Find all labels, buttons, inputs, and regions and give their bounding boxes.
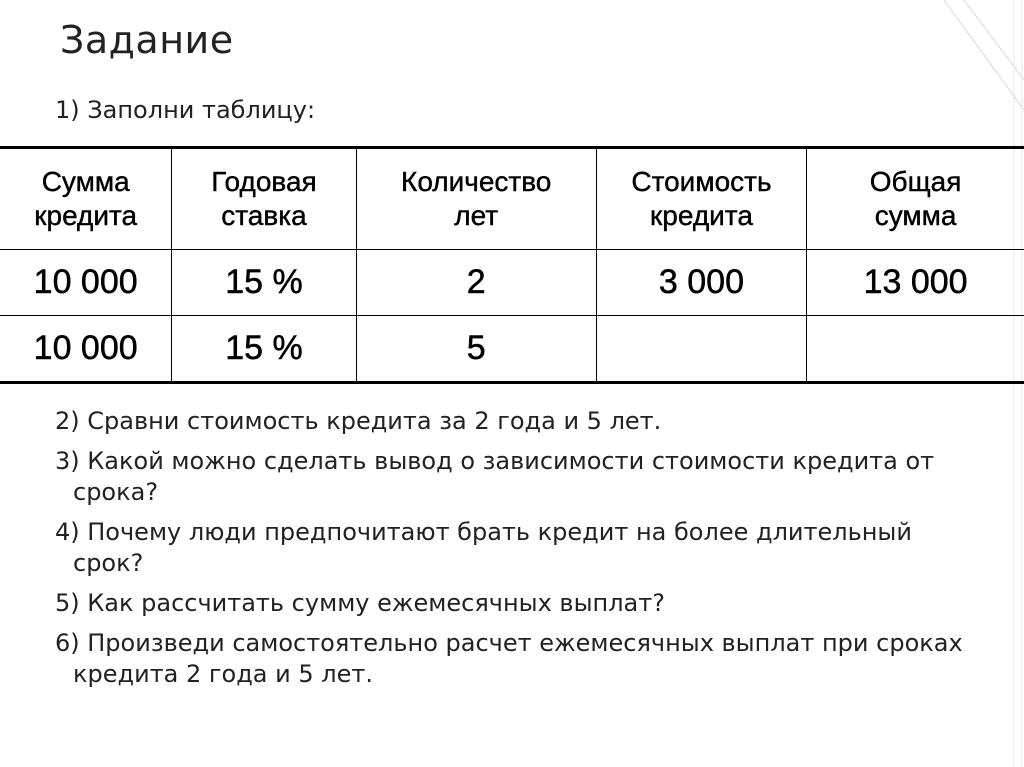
question-item: 4) Почему люди предпочитают брать кредит на более длительный срок? [55,518,912,577]
question-item: 6) Произведи самостоятельно расчет ежемесячных выплат при сроках кредита 2 года и 5 лет. [55,629,963,688]
header-loan-cost: Стоимость кредита [596,148,806,250]
header-total-amount: Общая сумма [807,148,1024,250]
table-header-row [0,148,1024,250]
question-item: 3) Какой можно сделать вывод о зависимости стоимости кредита от срока? [55,447,935,506]
cell-annual-rate: 15 % [172,316,356,383]
table-row [0,316,1024,383]
cell-total-amount-empty [807,316,1024,383]
loan-table [0,146,1024,384]
slide-title: Задание [60,18,234,62]
question-item: 2) Сравни стоимость кредита за 2 года и 5 лет. [55,407,662,435]
cell-total-amount: 13 000 [807,250,1024,316]
cell-loan-amount: 10 000 [0,316,172,383]
table-row [0,250,1024,316]
question-item: 5) Как рассчитать сумму ежемесячных выплат? [55,589,665,617]
question-list [55,406,975,699]
cell-years: 5 [356,316,596,383]
header-years: Количество лет [356,148,596,250]
task-intro: 1) Заполни таблицу: [55,96,316,124]
cell-loan-cost: 3 000 [596,250,806,316]
cell-loan-cost-empty [596,316,806,383]
cell-years: 2 [356,250,596,316]
cell-annual-rate: 15 % [172,250,356,316]
header-loan-amount: Сумма кредита [0,148,172,250]
cell-loan-amount: 10 000 [0,250,172,316]
header-annual-rate: Годовая ставка [172,148,356,250]
loan-table-container [0,146,1024,384]
